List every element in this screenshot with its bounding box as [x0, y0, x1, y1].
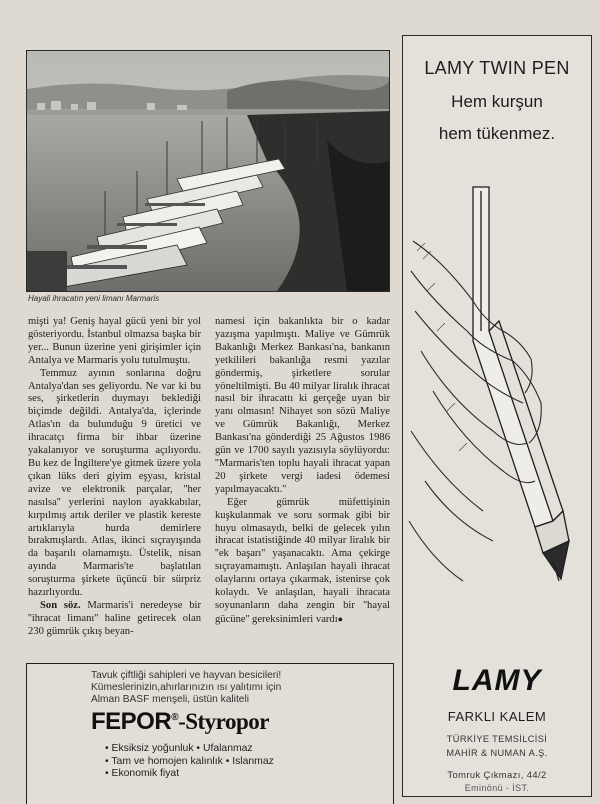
- fepor-feature: • Tam ve homojen kalınlık • Islanmaz: [105, 756, 274, 769]
- lamy-address-city: Eminönü - İST.: [464, 783, 530, 793]
- article-paragraph-son-soz: [28, 600, 201, 639]
- harbor-illustration: [27, 51, 389, 291]
- fepor-brand-name: FEPOR: [91, 708, 172, 735]
- son-soz-lead: Son söz.: [40, 599, 81, 611]
- fepor-feature: • Ekonomik fiyat: [105, 768, 274, 781]
- lamy-representative-name: MAHİR & NUMAN A.Ş.: [446, 748, 548, 758]
- lamy-ad-subtitle: hem tükenmez.: [438, 124, 556, 143]
- end-mark: ●: [337, 613, 344, 624]
- lamy-logo: LAMY: [452, 664, 542, 697]
- lamy-ad-title: LAMY TWIN PEN: [424, 58, 570, 78]
- lamy-tagline: FARKLI KALEM: [447, 709, 547, 724]
- article-column-right: [215, 316, 390, 627]
- fepor-feature-list: [105, 743, 274, 781]
- fepor-ad-text: [91, 670, 381, 707]
- article-column-left: [28, 316, 201, 639]
- article-paragraph: namesi için bakanlıkta bir o kadar yazışma yapılmıştı. Maliye ve Gümrük Bakanlığı Merkez Bankası'na, bankanın yetkilileri bakanlığa resmi yazılar göndermiş, şirketlere sorular yöneltilmişti. Bu 40 milyar liralık ihracat nasıl bir ihracattı ki gerçeğe uyan bir yanı olmasın! Nihayet son sözü Maliye ve Gümrük Bakanlığı, Merkez Bankası'na gönderdiği 25 Ağustos 1986 gün ve 1700 sayılı yazısıyla söylüyordu: ''Marmaris'ten toplu hayali ihracat yapan 20 şirkete vergi iadesi ödemesi yapılmayacaktı.'': [215, 316, 390, 495]
- fepor-brand: [91, 708, 269, 736]
- fepor-line: Alman BASF menşeli, üstün kaliteli: [91, 694, 249, 706]
- fepor-advertisement: [26, 663, 394, 804]
- article-paragraph: Temmuz ayının sonlarına doğru Antalya'dan ses geliyordu. Ne var ki bu ses, şirketlerin duymayı beklediği biçimde değildi. Antalya'da, içlerinde Atlas'ın da bulunduğu 9 üretici ve ihracatçı firma bir ihbar üzerine yakalanıyor ve soruşturma açılıyordu. Bu kez de İngiltere'ye gitmek üzere yola çıkan lüks deri giyim eşyası, kristal avize ve elektronik parçalar, ''her nasılsa'' yerlerini naylon ayakkabılar, kırpılmış artık deriler ve plastik kereste artıklarıyla hurda demirlere bırakmışlardı. Atlas, ikinci sıçrayışında da başarılı olamamıştı. Üstelik, nisan ayında Marmaris'te başlatılan soruşturma şirkete üçüncü bir sürpriz hazırlıyordu.: [28, 367, 201, 599]
- photo-caption: Hayali ihracatın yeni limanı Marmaris: [28, 294, 160, 303]
- harbor-photo: [26, 50, 390, 292]
- article-paragraph-text: Eğer gümrük müfettişinin kuşkulanmak ve soru sormak gibi bir huyu olmasaydı, belki de gelecek yılın ihracat istatistiğinde 40 milyar liralık bir ''ek başarı'' yaşanacaktı. Ama çekirge sıçrayamamıştı. Anlaşılan hayali ihracat olaylarını ortaya çıkarmak, istenirse çok kolaydı. Ve anlaşılan, hayali ihracata soyunanların daha zengin bir ''hayal gücüne'' gereksinimleri vardı: [215, 496, 390, 625]
- fepor-line: Tavuk çiftliği sahipleri ve hayvan besicileri!: [91, 670, 282, 681]
- article-paragraph: mişti ya! Geniş hayal gücü yeni bir yol gösteriyordu. İstanbul olmazsa başka bir yer... Bunun üzerine yeni girişimler için Antalya ve Marmaris yolu tutulmuştu.: [28, 316, 201, 366]
- lamy-ad-subtitle: Hem kurşun: [451, 92, 543, 111]
- registered-mark: ®: [171, 712, 179, 723]
- lamy-representative-label: TÜRKİYE TEMSİLCİSİ: [446, 734, 548, 744]
- fepor-feature: • Eksiksiz yoğunluk • Ufalanmaz: [105, 743, 274, 756]
- styropor-text: -Styropor: [178, 709, 269, 734]
- son-soz-text: Marmaris'i neredeyse bir ''ihracat limanı'' haline getirecek olan 230 gümrük çıkış beyan-: [28, 599, 202, 637]
- article-paragraph: [215, 497, 390, 627]
- fepor-line: Kümeslerinizin,ahırlarınızın ısı yalıtımı için: [91, 682, 282, 694]
- pen-illustration: [403, 181, 591, 651]
- lamy-advertisement: [402, 35, 592, 797]
- lamy-address: Tomruk Çıkmazı, 44/2: [447, 769, 547, 780]
